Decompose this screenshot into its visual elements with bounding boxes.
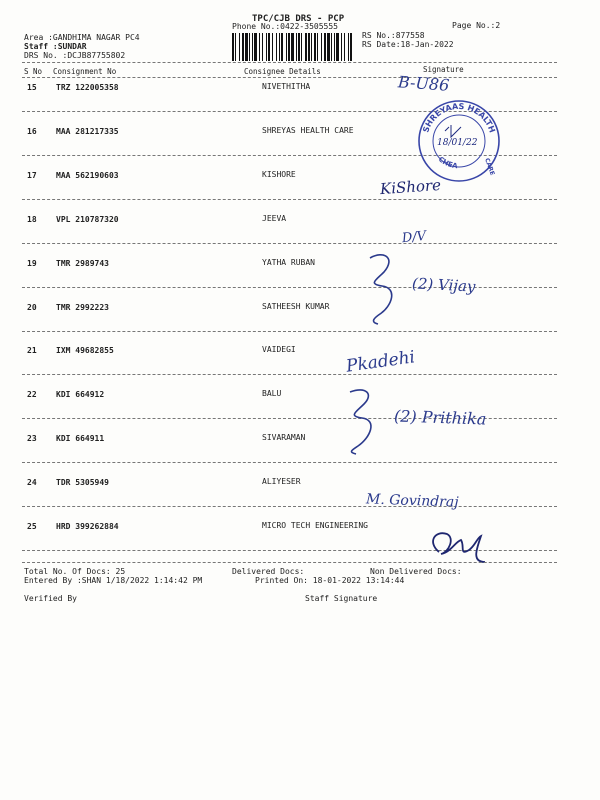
row-consignee: SIVARAMAN bbox=[262, 433, 306, 442]
drs-number: DRS No. :DCJB87755802 bbox=[24, 51, 126, 60]
column-consignee: Consignee Details bbox=[244, 67, 321, 76]
stamp-right-text: CARE bbox=[483, 157, 496, 177]
entered-by: Entered By :SHAN 1/18/2022 1:14:42 PM bbox=[24, 576, 203, 585]
column-signature: Signature bbox=[423, 65, 464, 74]
delivered-docs: Delivered Docs: bbox=[232, 567, 305, 576]
row-consignment-number: TRZ 122005358 bbox=[56, 83, 119, 92]
signature-row-22: (2) Prithika bbox=[393, 406, 487, 429]
row-consignment-number: TMR 2992223 bbox=[56, 303, 109, 312]
signature-scribble-25 bbox=[425, 522, 495, 566]
signature-row-21: Pkadehi bbox=[344, 347, 417, 377]
header-divider-top bbox=[22, 62, 557, 63]
row-consignee: NIVETHITHA bbox=[262, 82, 311, 91]
row-consignee: MICRO TECH ENGINEERING bbox=[262, 521, 368, 530]
row-sno: 16 bbox=[27, 127, 37, 136]
row-sno: 15 bbox=[27, 83, 37, 92]
row-sno: 25 bbox=[27, 522, 37, 531]
phone-number: Phone No.:0422-3505555 bbox=[232, 22, 338, 31]
row-consignee: SHREYAS HEALTH CARE bbox=[262, 126, 354, 135]
printed-on: Printed On: 18-01-2022 13:14:44 bbox=[255, 576, 405, 585]
row-divider bbox=[22, 374, 557, 375]
row-consignee: KISHORE bbox=[262, 170, 296, 179]
row-sno: 23 bbox=[27, 434, 37, 443]
non-delivered-docs: Non Delivered Docs: bbox=[370, 567, 462, 576]
row-consignment-number: TMR 2989743 bbox=[56, 259, 109, 268]
stamp-date: 18/01/22 bbox=[437, 138, 478, 148]
svg-text:CHEA bbox=[437, 155, 459, 170]
verified-by: Verified By bbox=[24, 594, 77, 603]
row-sno: 20 bbox=[27, 303, 37, 312]
signature-row-17: KiShore bbox=[379, 175, 442, 199]
row-consignment-number: MAA 562190603 bbox=[56, 171, 119, 180]
signature-scribble-22 bbox=[340, 386, 390, 456]
row-consignee: SATHEESH KUMAR bbox=[262, 302, 330, 311]
shreyas-health-care-stamp bbox=[415, 97, 503, 185]
row-divider bbox=[22, 199, 557, 200]
row-consignment-number: KDI 664911 bbox=[56, 434, 105, 443]
barcode-image bbox=[231, 33, 355, 61]
row-consignee: BALU bbox=[262, 389, 282, 398]
stamp-top-text: SHREYAAS HEALTH bbox=[421, 101, 497, 134]
row-consignment-number: IXM 49682855 bbox=[56, 346, 114, 355]
stamp-bottom-text: CHEA bbox=[436, 155, 459, 171]
signature-row-18: D/V bbox=[401, 228, 427, 247]
column-consignment: Consignment No bbox=[53, 67, 117, 76]
row-divider bbox=[22, 287, 557, 288]
signature-row-19: (2) Vijay bbox=[411, 274, 476, 296]
row-sno: 19 bbox=[27, 259, 37, 268]
staff-signature: Staff Signature bbox=[305, 594, 378, 603]
row-sno: 21 bbox=[27, 346, 37, 355]
document-title: TPC/CJB DRS - PCP bbox=[252, 14, 345, 24]
row-divider bbox=[22, 506, 557, 507]
footer-divider bbox=[22, 562, 557, 563]
row-sno: 24 bbox=[27, 478, 37, 487]
row-sno: 22 bbox=[27, 390, 37, 399]
rs-date: RS Date:18-Jan-2022 bbox=[362, 40, 454, 49]
total-docs: Total No. Of Docs: 25 bbox=[24, 567, 126, 576]
signature-scribble-19 bbox=[362, 250, 412, 330]
row-consignee: JEEVA bbox=[262, 214, 287, 223]
signature-row-24: M. Govindraj bbox=[365, 491, 459, 511]
area-label: Area :GANDHIMA NAGAR PC4 bbox=[24, 33, 140, 42]
column-sno: S No bbox=[24, 67, 43, 76]
row-consignment-number: MAA 281217335 bbox=[56, 127, 119, 136]
row-consignee: ALIYESER bbox=[262, 477, 301, 486]
row-divider bbox=[22, 331, 557, 332]
row-divider bbox=[22, 462, 557, 463]
row-consignment-number: VPL 210787320 bbox=[56, 215, 119, 224]
page-number: Page No.:2 bbox=[452, 21, 501, 30]
row-consignee: YATHA RUBAN bbox=[262, 258, 315, 267]
row-sno: 18 bbox=[27, 215, 37, 224]
row-consignment-number: HRD 399262884 bbox=[56, 522, 119, 531]
header-divider-bottom bbox=[22, 77, 557, 78]
rs-number: RS No.:877558 bbox=[362, 31, 425, 40]
staff-label: Staff :SUNDAR bbox=[24, 42, 87, 51]
row-consignment-number: KDI 664912 bbox=[56, 390, 105, 399]
row-sno: 17 bbox=[27, 171, 37, 180]
row-consignee: VAIDEGI bbox=[262, 345, 296, 354]
row-consignment-number: TDR 5305949 bbox=[56, 478, 109, 487]
row-divider bbox=[22, 243, 557, 244]
signature-row-15: B-U86 bbox=[397, 72, 450, 95]
